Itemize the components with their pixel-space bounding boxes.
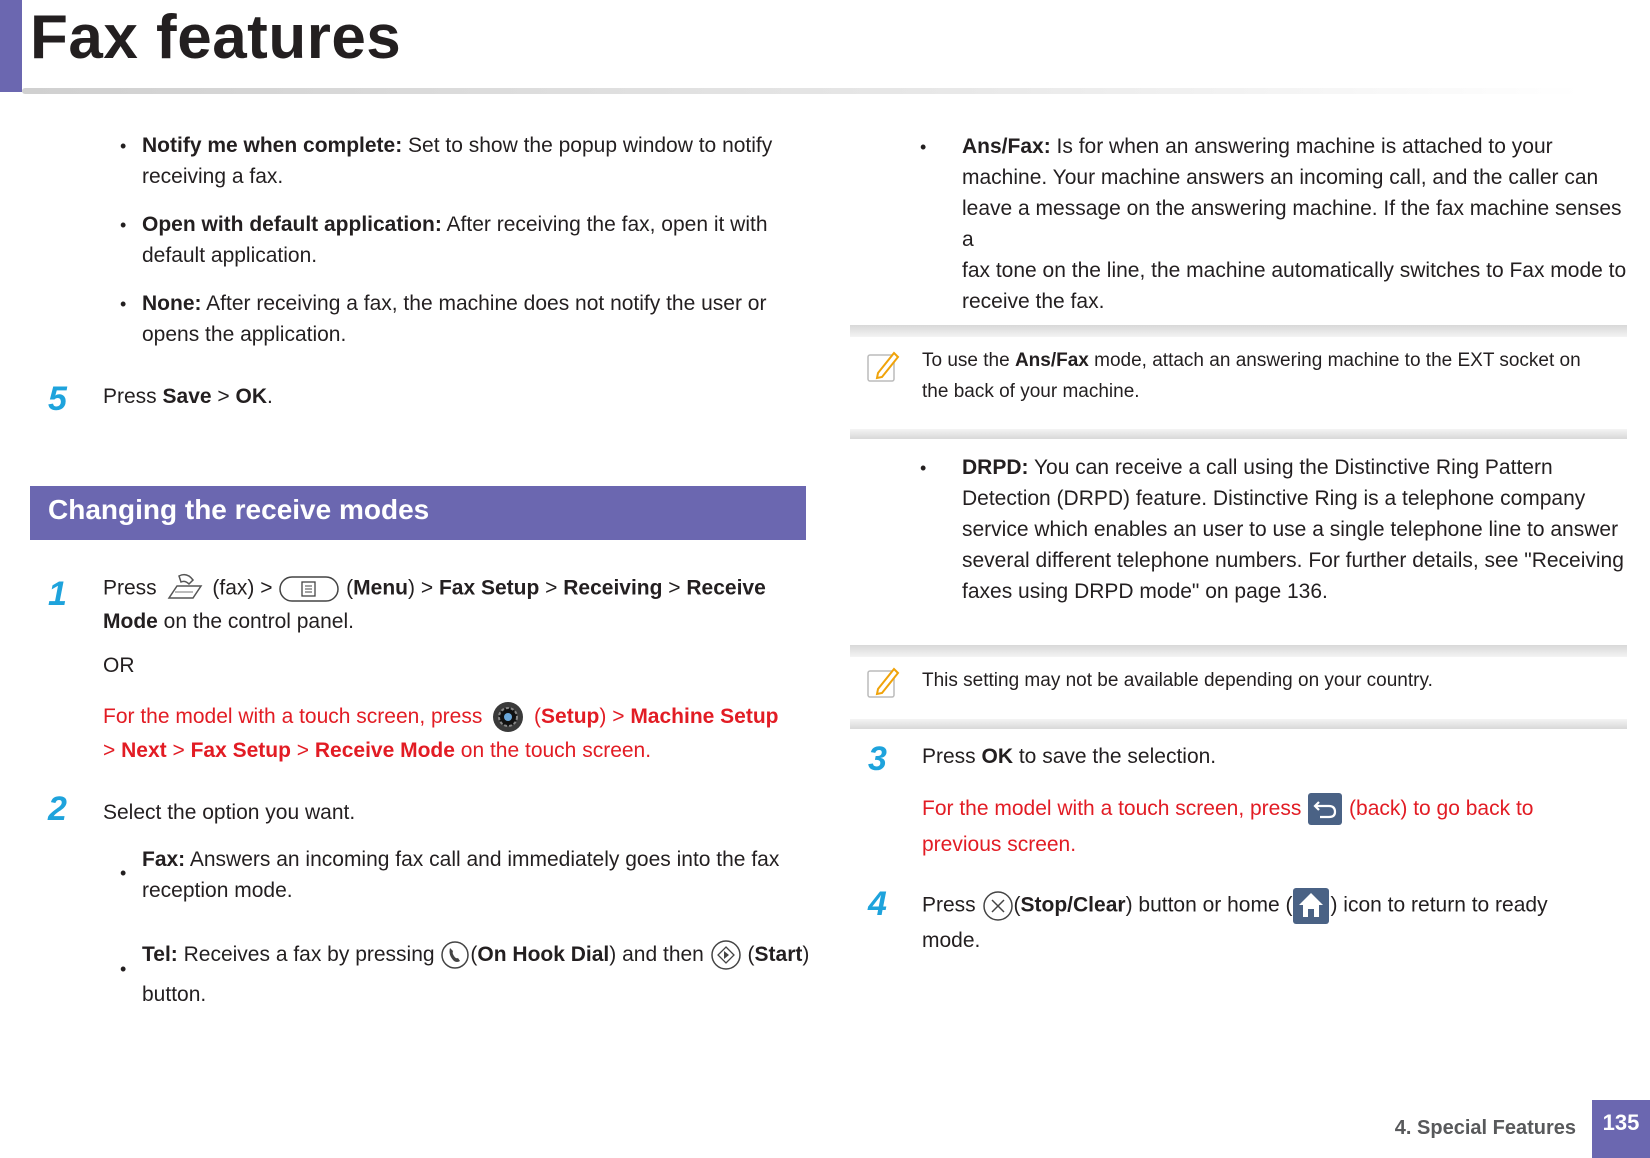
section-heading: Changing the receive modes	[30, 486, 806, 540]
step-number: 5	[48, 380, 67, 418]
list-item: None: After receiving a fax, the machine does not notify the user or opens the application.	[142, 292, 767, 346]
back-icon	[1307, 792, 1343, 826]
touch-screen-instruction: For the model with a touch screen, press (Setup) > Machine Setup > Next > Fax Setup > Receive Mode on the touch screen.	[103, 700, 813, 767]
step-number: 3	[868, 740, 887, 778]
fax-icon	[163, 572, 207, 606]
title-divider	[22, 88, 1582, 94]
page-title: Fax features	[30, 3, 402, 72]
stop-clear-icon	[982, 890, 1014, 922]
option-label: None:	[142, 292, 202, 315]
note-box	[850, 645, 1627, 729]
page-number: 135	[1592, 1100, 1650, 1158]
note-pencil-icon	[866, 349, 900, 383]
bullet-icon: •	[120, 863, 127, 883]
step-2-text: Select the option you want.	[103, 801, 356, 824]
start-button-icon	[710, 939, 742, 971]
step-number: 1	[48, 575, 67, 613]
note-text: This setting may not be available depending on your country.	[922, 670, 1433, 691]
bullet-icon: •	[120, 215, 127, 235]
list-item: Open with default application: After receiving the fax, open it with default application.	[142, 213, 768, 267]
bullet-icon: •	[120, 136, 127, 156]
menu-button-icon	[278, 574, 340, 604]
option-label: Notify me when complete:	[142, 134, 403, 157]
step-1-text: Press (fax) > (Menu) > Fax Setup > Receiving > Receive Mode on the control panel.	[103, 572, 813, 637]
home-icon	[1292, 887, 1330, 925]
touch-screen-instruction: For the model with a touch screen, press (back) to go back to previous screen.	[922, 791, 1622, 863]
or-text: OR	[103, 654, 135, 677]
bullet-icon: •	[120, 294, 127, 314]
bullet-icon: •	[920, 137, 927, 157]
list-item: DRPD: You can receive a call using the Distinctive Ring Pattern Detection (DRPD) feature. Distinctive Ring is a telephone company service which enables an user to use a single telephone line to answer several different telephone numbers. For further details, see "Receiving faxes using DRPD mode" on page 136.	[962, 456, 1624, 603]
step-5-text: Press Save > OK.	[103, 385, 273, 408]
step-4-text: Press (Stop/Clear) button or home ( ) icon to return to ready mode.	[922, 887, 1622, 956]
list-item: Notify me when complete: Set to show the popup window to notify receiving a fax.	[142, 134, 773, 188]
list-item: Fax: Answers an incoming fax call and immediately goes into the fax reception mode.	[142, 848, 780, 902]
title-accent-bar	[0, 0, 22, 92]
bullet-icon: •	[920, 458, 927, 478]
step-number: 2	[48, 790, 67, 828]
note-pencil-icon	[866, 665, 900, 699]
list-item: Ans/Fax: Is for when an answering machine is attached to your machine. Your machine answers an incoming call, and the caller can leave a message on the answering machine. If the fax machine senses a fax tone on the line, the machine automatically switches to Fax mode to receive the fax.	[962, 135, 1627, 313]
step-number: 4	[868, 885, 887, 923]
chapter-label: 4. Special Features	[1394, 1117, 1576, 1139]
option-label: Open with default application:	[142, 213, 442, 236]
note-text: To use the Ans/Fax mode, attach an answering machine to the EXT socket on the back of your machine.	[922, 350, 1581, 402]
bullet-icon: •	[120, 959, 127, 979]
step-3-text: Press OK to save the selection.	[922, 745, 1217, 768]
on-hook-dial-icon	[440, 940, 470, 970]
list-item: Tel: Receives a fax by pressing (On Hook Dial) and then (Start) button.	[142, 935, 822, 1015]
note-box	[850, 325, 1627, 439]
setup-gear-icon	[488, 700, 528, 734]
